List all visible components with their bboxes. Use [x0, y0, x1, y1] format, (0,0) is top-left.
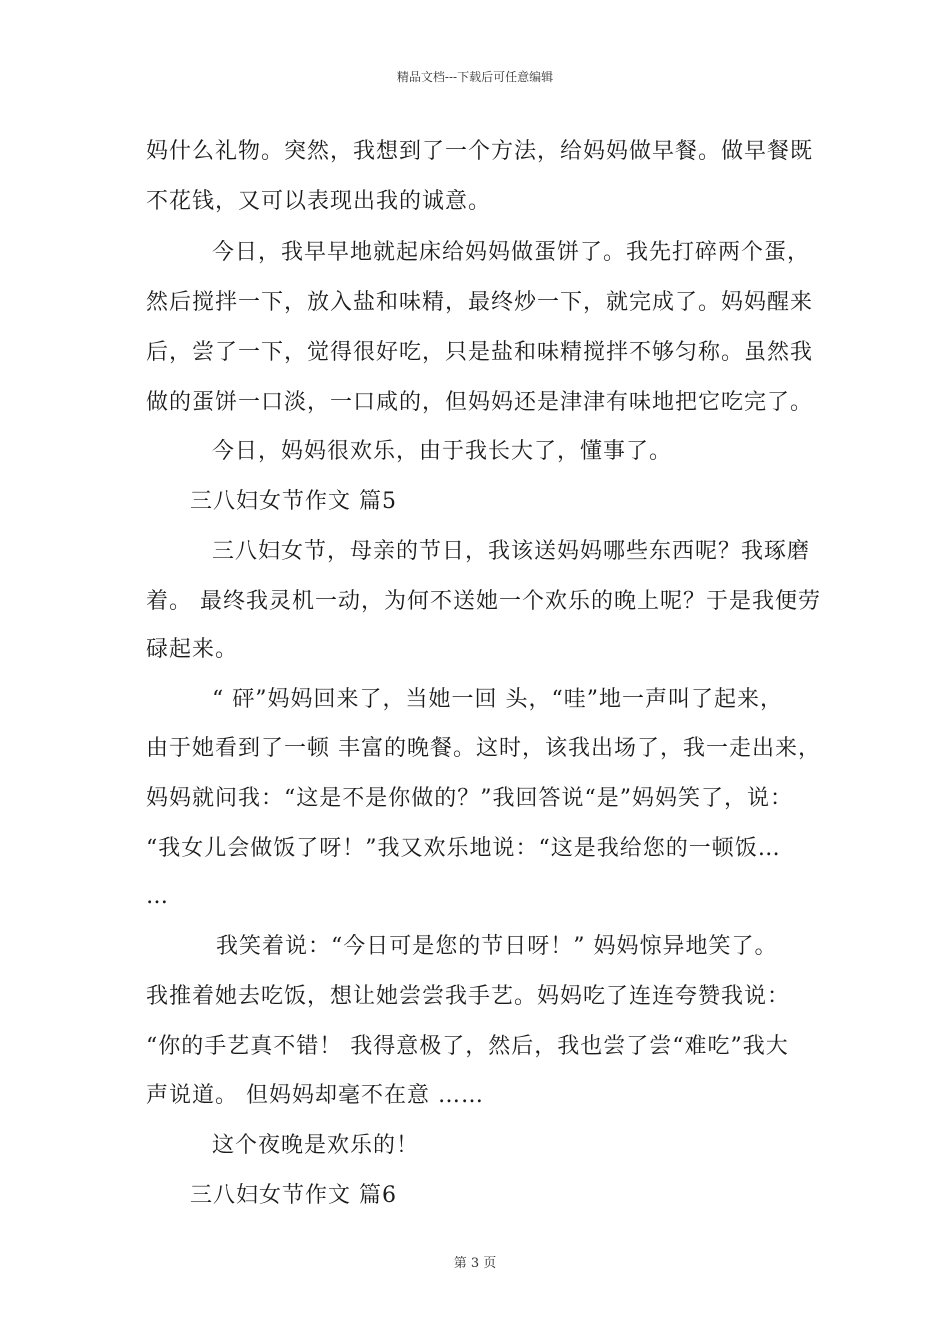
text-line: 声说道。 但妈妈却毫不在意 …… — [146, 1083, 484, 1108]
text-line: “我女儿会做饭了呀！”我又欢乐地说：“这是我给您的一顿饭… — [146, 836, 781, 861]
text-line: 由于她看到了一顿 丰富的晚餐。这时，该我出场了，我一走出来， — [146, 736, 821, 761]
text-line: 做的蛋饼一口淡，一口咸的，但妈妈还是津津有味地把它吃完了。 — [146, 390, 814, 415]
text-line: 妈妈就问我：“这是不是你做的？”我回答说“是”妈妈笑了，说： — [146, 786, 793, 811]
text-line: 这个夜晚是欢乐的！ — [212, 1133, 420, 1158]
text-line: 三八妇女节，母亲的节日，我该送妈妈哪些东西呢？我琢磨 — [212, 539, 811, 564]
text-line: 我笑着说：“今日可是您的节日呀！” 妈妈惊异地笑了。 — [216, 934, 778, 959]
text-line: “你的手艺真不错！ 我得意极了，然后，我也尝了尝“难吃”我大 — [146, 1034, 789, 1059]
text-line: 然后搅拌一下，放入盐和味精，最终炒一下，就完成了。妈妈醒来 — [146, 290, 814, 315]
page-number: 第 3 页 — [453, 1256, 497, 1271]
section-heading: 三八妇女节作文 篇6 — [190, 1183, 397, 1208]
text-line: 后，尝了一下，觉得很好吃，只是盐和味精搅拌不够匀称。虽然我 — [146, 340, 814, 365]
text-line: “ 砰”妈妈回来了，当她一回 头，“哇”地一声叫了起来， — [212, 687, 783, 712]
text-line: 今日，妈妈很欢乐，由于我长大了，懂事了。 — [212, 439, 673, 464]
text-line: 着。 最终我灵机一动，为何不送她一个欢乐的晚上呢？于是我便劳 — [146, 589, 821, 614]
page-header: 精品文档---下载后可任意编辑 — [396, 70, 554, 84]
section-heading: 三八妇女节作文 篇5 — [190, 489, 397, 514]
text-line: 碌起来。 — [146, 637, 239, 662]
text-line: 不花钱，又可以表现出我的诚意。 — [146, 189, 492, 214]
text-line: 今日，我早早地就起床给妈妈做蛋饼了。我先打碎两个蛋， — [212, 240, 811, 265]
text-line: … — [146, 884, 169, 909]
text-line: 我推着她去吃饭，想让她尝尝我手艺。妈妈吃了连连夸赞我说： — [146, 984, 791, 1009]
text-line: 妈什么礼物。突然，我想到了一个方法，给妈妈做早餐。做早餐既 — [146, 139, 814, 164]
